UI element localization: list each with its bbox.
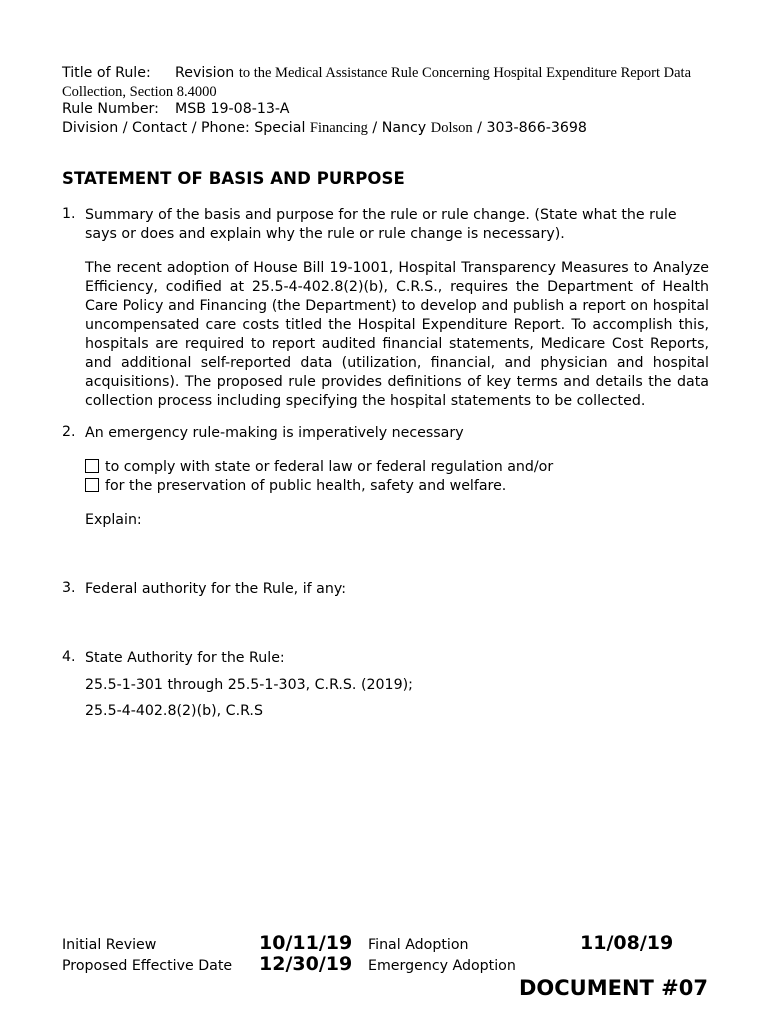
state-authority-line-2: 25.5-4-402.8(2)(b), C.R.S [85, 703, 263, 719]
emergency-option-health[interactable] [85, 477, 506, 496]
division-a: Special [254, 120, 306, 136]
section-3-question: Federal authority for the Rule, if any: [85, 581, 346, 597]
title-label: Title of Rule: [62, 65, 151, 81]
section-2-number: 2. [62, 424, 76, 440]
checkbox[interactable] [85, 478, 99, 492]
rule-number-row [62, 100, 722, 119]
page-title: STATEMENT OF BASIS AND PURPOSE [62, 169, 405, 188]
section-1-answer: The recent adoption of House Bill 19-1001, Hospital Transparency Measures to Analyze Efficiency, codified at 25.5-4-402.8(2)(b), C.R.S., requires the Department of Health Care Policy and Financing (the Department) to develop and publish a report on hospital uncompensated care costs titled the Hospital Expenditure Report. To accomplish this, hospitals are required to report audited financial statements, Medicare Cost Reports, and additional self-reported data (utilization, financial, and physician and hospital acquisitions). The proposed rule provides definitions of key terms and details the data collection process including specifying the hospital statements to be collected. [85, 260, 709, 409]
division-b: Financing [309, 120, 368, 136]
emergency-option-law[interactable] [85, 458, 553, 477]
proposed-effective-date: 12/30/19 [259, 953, 353, 975]
division-e: / 303-866-3698 [477, 120, 587, 136]
initial-review-date: 10/11/19 [259, 932, 353, 954]
section-2-question: An emergency rule-making is imperatively necessary [85, 425, 464, 441]
rule-number-label: Rule Number: [62, 101, 159, 117]
section-4-question: State Authority for the Rule: [85, 650, 285, 666]
section-4-number: 4. [62, 649, 76, 665]
title-value-c: Collection, Section 8.4000 [62, 84, 217, 100]
initial-review-label: Initial Review [62, 937, 157, 953]
title-value-b: to the Medical Assistance Rule Concerning Hospital Expenditure Report Data [238, 65, 692, 81]
final-adoption-label: Final Adoption [368, 937, 469, 953]
explain-label: Explain: [85, 512, 142, 528]
rule-title-row [62, 64, 722, 102]
checkbox[interactable] [85, 459, 99, 473]
rule-number-value: MSB 19-08-13-A [175, 101, 290, 117]
final-adoption-date: 11/08/19 [580, 932, 674, 954]
emergency-adoption-label: Emergency Adoption [368, 958, 516, 974]
division-d: Dolson [430, 120, 473, 136]
section-1-number: 1. [62, 206, 76, 222]
section-3-number: 3. [62, 580, 76, 596]
division-c: / Nancy [372, 120, 427, 136]
proposed-effective-label: Proposed Effective Date [62, 958, 233, 974]
title-value-a: Revision [175, 65, 235, 81]
section-1-question: Summary of the basis and purpose for the rule or rule change. (State what the rule says or does and explain why the rule or rule change is necessary). [85, 207, 677, 242]
division-label: Division / Contact / Phone: [62, 120, 250, 136]
division-contact-row [62, 119, 722, 138]
state-authority-line-1: 25.5-1-301 through 25.5-1-303, C.R.S. (2019); [85, 677, 413, 693]
document-number: DOCUMENT #07 [518, 976, 708, 1000]
option-label: for the preservation of public health, safety and welfare. [105, 478, 507, 494]
option-label: to comply with state or federal law or federal regulation and/or [105, 459, 554, 475]
